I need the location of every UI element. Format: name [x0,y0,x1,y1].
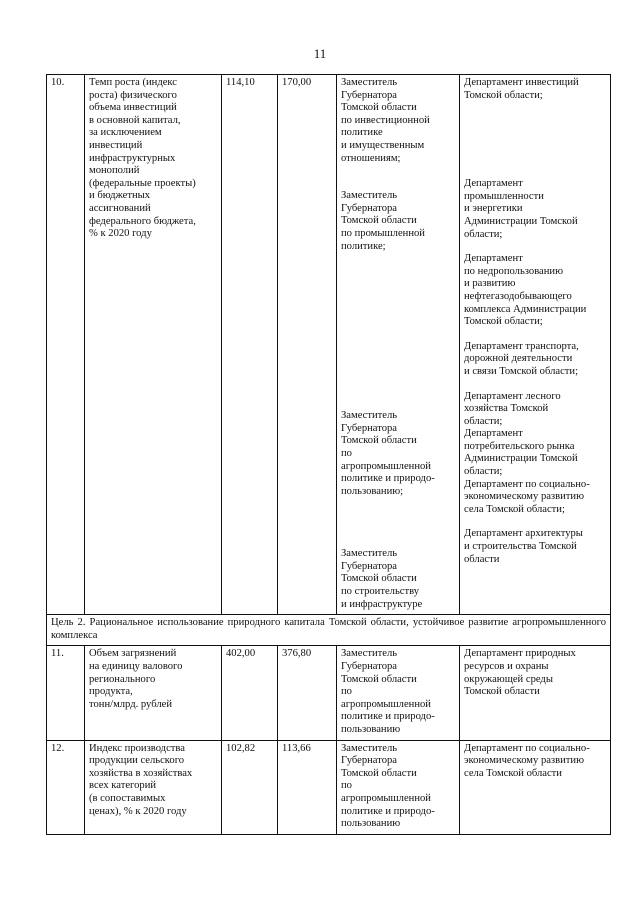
responsible-industry: Заместитель Губернатора Томской области по промышленной политике; [341,190,425,252]
responsible-cell [337,75,460,615]
value-base: 114,10 [222,75,278,615]
department-investment: Департамент инвестиций Томской области; [464,77,579,101]
indicators-table [46,74,611,835]
department-cell: Департамент по социально- экономическому развитию села Томской области [460,740,611,834]
responsible-investment: Заместитель Губернатора Томской области по инвестиционной политике и имущественным отношениям; [341,77,430,164]
responsible-cell: Заместитель Губернатора Томской области по агропромышленной политике и природо- пользованию [337,740,460,834]
indicator-name: Темп роста (индекс роста) физического объема инвестиций в основной капитал, за исключением инвестиций инфраструктурных монополий (федеральные проекты) и бюджетных ассигнований федерального бюджета, % к 2020 году [85,75,222,615]
value-base: 402,00 [222,646,278,740]
department-subsoil: Департамент по недропользованию и развитию нефтегазодобывающего комплекса Администрации Томской области; [464,253,587,328]
value-target: 376,80 [278,646,337,740]
row-number: 11. [47,646,85,740]
goal-row [47,615,611,646]
page-number: 11 [313,46,327,61]
department-cell [460,75,611,615]
value-target: 170,00 [278,75,337,615]
row-number: 12. [47,740,85,834]
indicator-name: Объем загрязнений на единицу валового регионального продукта, тонн/млрд. рублей [85,646,222,740]
table-row [47,75,611,615]
responsible-cell: Заместитель Губернатора Томской области по агропромышленной политике и природо- пользованию [337,646,460,740]
value-base: 102,82 [222,740,278,834]
value-target: 113,66 [278,740,337,834]
table-row [47,740,611,834]
department-transport: Департамент транспорта, дорожной деятельности и связи Томской области; [464,340,579,377]
department-industry: Департамент промышленности и энергетики Администрации Томской области; [464,178,578,240]
indicator-name: Индекс производства продукции сельского хозяйства в хозяйствах всех категорий (в сопоставимых ценах), % к 2020 году [85,740,222,834]
row-number: 10. [47,75,85,615]
department-cell: Департамент природных ресурсов и охраны окружающей среды Томской области [460,646,611,740]
department-forestry-market-rural: Департамент лесного хозяйства Томской области; Департамент потребительского рынка Администрации Томской области; Департамент по социально- экономическому развитию села Томской области; [464,390,590,515]
table-row [47,646,611,740]
responsible-agro: Заместитель Губернатора Томской области по агропромышленной политике и природо- пользованию; [341,410,435,497]
department-architecture: Департамент архитектуры и строительства Томской области [464,528,583,565]
responsible-construction: Заместитель Губернатора Томской области по строительству и инфраструктуре [341,548,423,610]
goal-2-text: Цель 2. Рациональное использование природного капитала Томской области, устойчивое развитие агропромышленного комплекса [47,615,611,646]
